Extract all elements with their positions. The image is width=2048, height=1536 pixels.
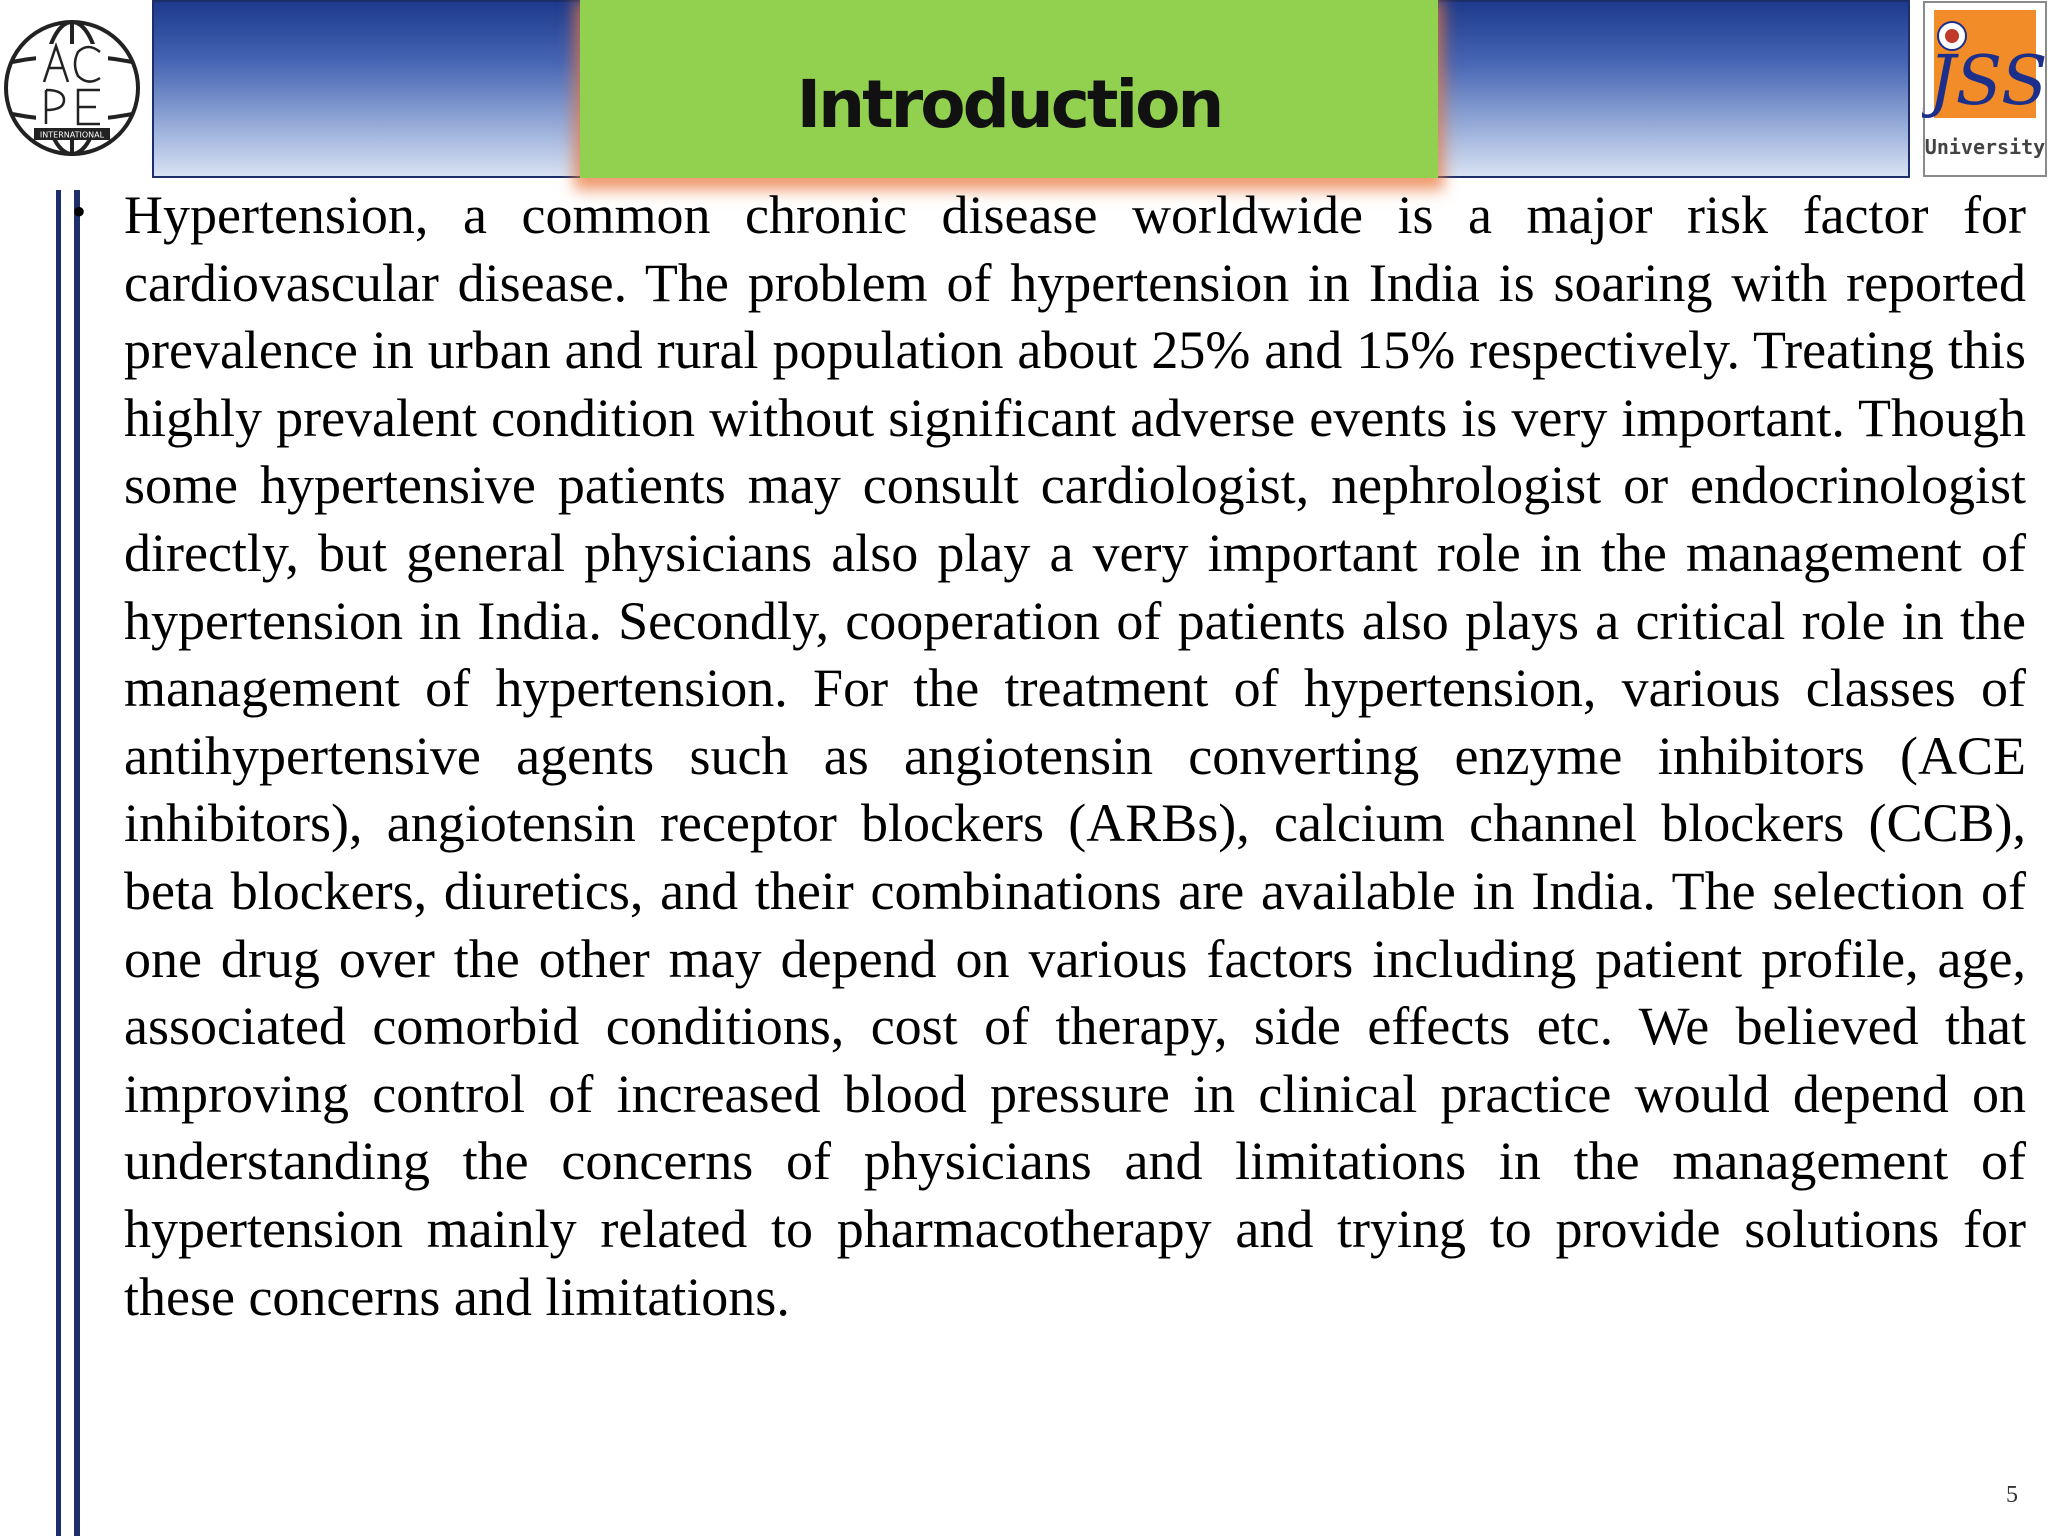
jss-university-logo xyxy=(1922,0,2048,178)
page-number: 5 xyxy=(2006,1482,2018,1508)
jss-caption: University xyxy=(1924,135,2046,159)
title-box xyxy=(580,0,1438,178)
jss-letters: JSS xyxy=(1928,42,2048,121)
acpe-logo-band: INTERNATIONAL xyxy=(39,130,105,140)
slide-title: Introduction xyxy=(796,66,1222,143)
acpe-logo xyxy=(0,0,148,178)
left-rule-thick xyxy=(74,190,80,1536)
bullet-marker: • xyxy=(72,189,87,234)
body-paragraph: Hypertension, a common chronic disease worldwide is a major risk factor for cardiovascular disease. The problem of hypertension in India is soaring with reported prevalence in urban and rural population about 25% and 15% respectively. Treating this highly prevalent condition without significant adverse events is very important. Though some hypertensive patients may consult cardiologist, nephrologist or endocrinologist directly, but general physicians also play a very important role in the management of hypertension in India. Secondly, cooperation of patients also plays a critical role in the management of hypertension. For the treatment of hypertension, various classes of antihypertensive agents such as angiotensin converting enzyme inhibitors (ACE inhibitors), angiotensin receptor blockers (ARBs), calcium channel blockers (CCB), beta blockers, diuretics, and their combinations are available in India. The selection of one drug over the other may depend on various factors including patient profile, age, associated comorbid conditions, cost of therapy, side effects etc. We believed that improving control of increased blood pressure in clinical practice would depend on understanding the concerns of physicians and limitations in the management of hypertension mainly related to pharmacotherapy and trying to provide solutions for these concerns and limitations. xyxy=(124,185,2026,1327)
left-rule-thin xyxy=(56,190,61,1536)
